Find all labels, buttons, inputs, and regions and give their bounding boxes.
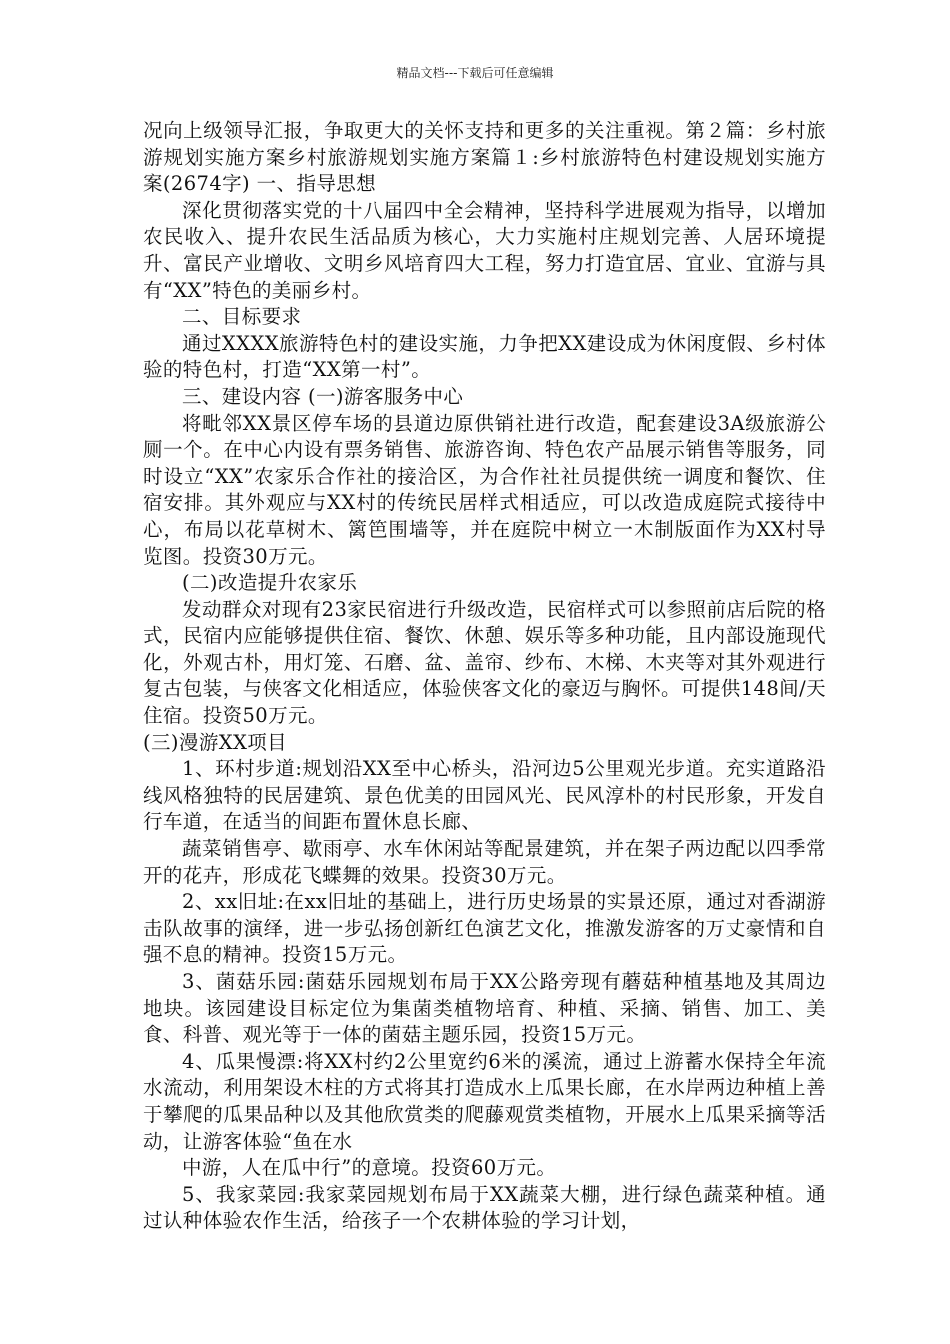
paragraph: 5、我家菜园:我家菜园规划布局于XX蔬菜大棚，进行绿色蔬菜种植。通过认种体验农作生活，给孩子一个农耕体验的学习计划，: [143, 1182, 826, 1233]
paragraph: 发动群众对现有23家民宿进行升级改造，民宿样式可以参照前店后院的格式，民宿内应能够提供住宿、餐饮、休憩、娱乐等多种功能，且内部设施现代化，外观古朴，用灯笼、石磨、盆、盖帘、纱布、木梯、木夹等对其外观进行复古包装，与侠客文化相适应，体验侠客文化的豪迈与胸怀。可提供148间/天住宿。投资50万元。: [143, 597, 826, 728]
paragraph: 1、环村步道:规划沿XX至中心桥头，沿河边5公里观光步道。充实道路沿线风格独特的民居建筑、景色优美的田园风光、民风淳朴的村民形象，开发自行车道，在适当的间距布置休息长廊、: [143, 757, 826, 834]
paragraph: 将毗邻XX景区停车场的县道边原供销社进行改造，配套建设3A级旅游公厕一个。在中心内设有票务销售、旅游咨询、特色农产品展示销售等服务，同时设立“XX”农家乐合作社的接洽区，为合作社社员提供统一调度和餐饮、住宿安排。其外观应与XX村的传统民居样式相适应，可以改造成庭院式接待中心，布局以花草树木、篱笆围墙等，并在庭院中树立一木制版面作为XX村导览图。投资30万元。: [143, 411, 826, 568]
paragraph: 蔬菜销售亭、歇雨亭、水车休闲站等配景建筑，并在架子两边配以四季常开的花卉，形成花飞蝶舞的效果。投资30万元。: [143, 837, 826, 887]
section-heading: (二)改造提升农家乐: [182, 571, 358, 595]
section-heading: 三、建设内容 (一)游客服务中心: [182, 384, 464, 408]
paragraph: 2、xx旧址:在xx旧址的基础上，进行历史场景的实景还原，通过对香湖游击队故事的演绎，进一步弘扬创新红色演艺文化，推激发游客的万丈豪情和自强不息的精神。投资15万元。: [143, 890, 826, 967]
paragraph: 3、菌菇乐园:菌菇乐园规划布局于XX公路旁现有蘑菇种植基地及其周边地块。该园建设目标定位为集菌类植物培育、种植、采摘、销售、加工、美食、科普、观光等于一体的菌菇主题乐园，投资15万元。: [143, 970, 826, 1047]
paragraph: 况向上级领导汇报，争取更大的关怀支持和更多的关注重视。第２篇：乡村旅游规划实施方案乡村旅游规划实施方案篇１:乡村旅游特色村建设规划实施方案(2674字) 一、指导思想: [143, 119, 826, 196]
section-heading: 二、目标要求: [182, 305, 302, 329]
page-header: 精品文档---下载后可任意编辑: [396, 66, 554, 80]
paragraph: 中游，人在瓜中行”的意境。投资60万元。: [182, 1156, 557, 1180]
document-body: [143, 118, 826, 1235]
paragraph: 4、瓜果慢漂:将XX村约2公里宽约6米的溪流，通过上游蓄水保持全年流水流动，利用架设木柱的方式将其打造成水上瓜果长廊，在水岸两边种植上善于攀爬的瓜果品种以及其他欣赏类的爬藤观赏类植物，开展水上瓜果采摘等活动，让游客体验“鱼在水: [143, 1049, 826, 1153]
paragraph: 通过XXXX旅游特色村的建设实施，力争把XX建设成为休闲度假、乡村体验的特色村，打造“XX第一村”。: [143, 331, 826, 382]
section-heading: (三)漫游XX项目: [143, 730, 288, 754]
paragraph: 深化贯彻落实党的十八届四中全会精神，坚持科学进展观为指导，以增加农民收入、提升农民生活品质为核心，大力实施村庄规划完善、人居环境提升、富民产业增收、文明乡风培育四大工程，努力打造宜居、宜业、宜游与具有“XX”特色的美丽乡村。: [143, 198, 826, 302]
